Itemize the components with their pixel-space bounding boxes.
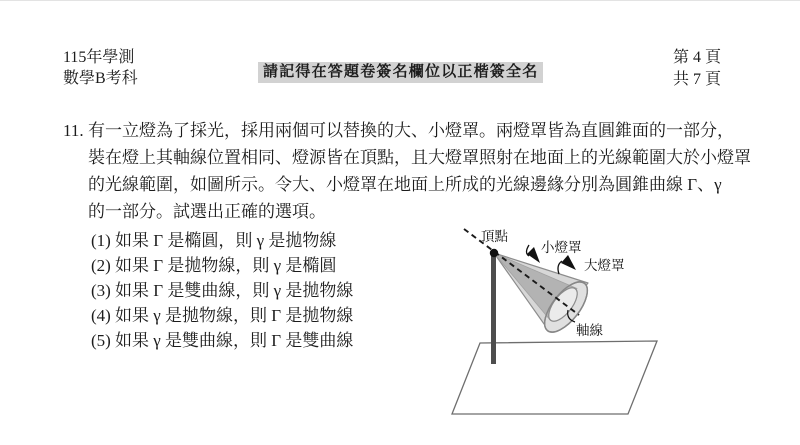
question-line: 的一部分。試選出正確的選項。 xyxy=(88,202,326,221)
question-line: 有一立燈為了採光，採用兩個可以替換的大、小燈罩。兩燈罩皆為直圓錐面的一部分， xyxy=(88,121,734,140)
lamp-pole xyxy=(491,254,496,364)
option-row xyxy=(91,228,353,253)
large-shade-label: 大燈罩 xyxy=(584,258,625,273)
option-number: (2) xyxy=(91,256,111,275)
option-row xyxy=(91,328,353,353)
vertex-dot xyxy=(490,249,498,257)
vertex-label: 頂點 xyxy=(481,229,508,244)
page-current-text: 第 4 頁 xyxy=(673,49,722,66)
large-shade-leader-arrow xyxy=(558,255,576,274)
lamp-figure xyxy=(440,215,790,445)
option-row xyxy=(91,253,353,278)
question-line: 的光線範圍，如圖所示。令大、小燈罩在地面上所成的光線邊緣分別為圓錐曲線 Γ、γ xyxy=(88,175,722,194)
subject-text: 數學B考科 xyxy=(63,70,138,87)
option-number: (4) xyxy=(91,306,111,325)
option-text: 如果 Γ 是橢圓，則 γ 是拋物線 xyxy=(115,231,337,250)
question-body xyxy=(88,117,751,225)
option-number: (5) xyxy=(91,331,111,350)
question-number: 11. xyxy=(63,121,84,140)
page-total-text: 共 7 頁 xyxy=(673,71,722,88)
exam-year-text: 115年學測 xyxy=(63,49,135,66)
option-text: 如果 γ 是拋物線，則 Γ 是拋物線 xyxy=(115,306,354,325)
option-text: 如果 Γ 是雙曲線，則 γ 是拋物線 xyxy=(115,281,354,300)
small-shade-label: 小燈罩 xyxy=(541,240,582,255)
option-text: 如果 γ 是雙曲線，則 Γ 是雙曲線 xyxy=(115,331,354,350)
option-row xyxy=(91,303,353,328)
ground-plane xyxy=(452,341,657,414)
question-line: 裝在燈上其軸線位置相同、燈源皆在頂點，且大燈罩照射在地面上的光線範圍大於小燈罩 xyxy=(88,148,751,167)
signature-notice-banner: 請記得在答題卷簽名欄位以正楷簽全名 xyxy=(258,62,543,83)
header-exam-info xyxy=(63,47,138,89)
axis-label: 軸線 xyxy=(576,323,603,338)
lamp-figure-svg xyxy=(440,215,790,445)
option-row xyxy=(91,278,353,303)
option-number: (1) xyxy=(91,231,111,250)
answer-options xyxy=(91,228,353,353)
option-number: (3) xyxy=(91,281,111,300)
header-page-number xyxy=(673,47,721,91)
option-text: 如果 Γ 是拋物線，則 γ 是橢圓 xyxy=(115,256,337,275)
small-shade-leader-arrow xyxy=(527,245,541,263)
